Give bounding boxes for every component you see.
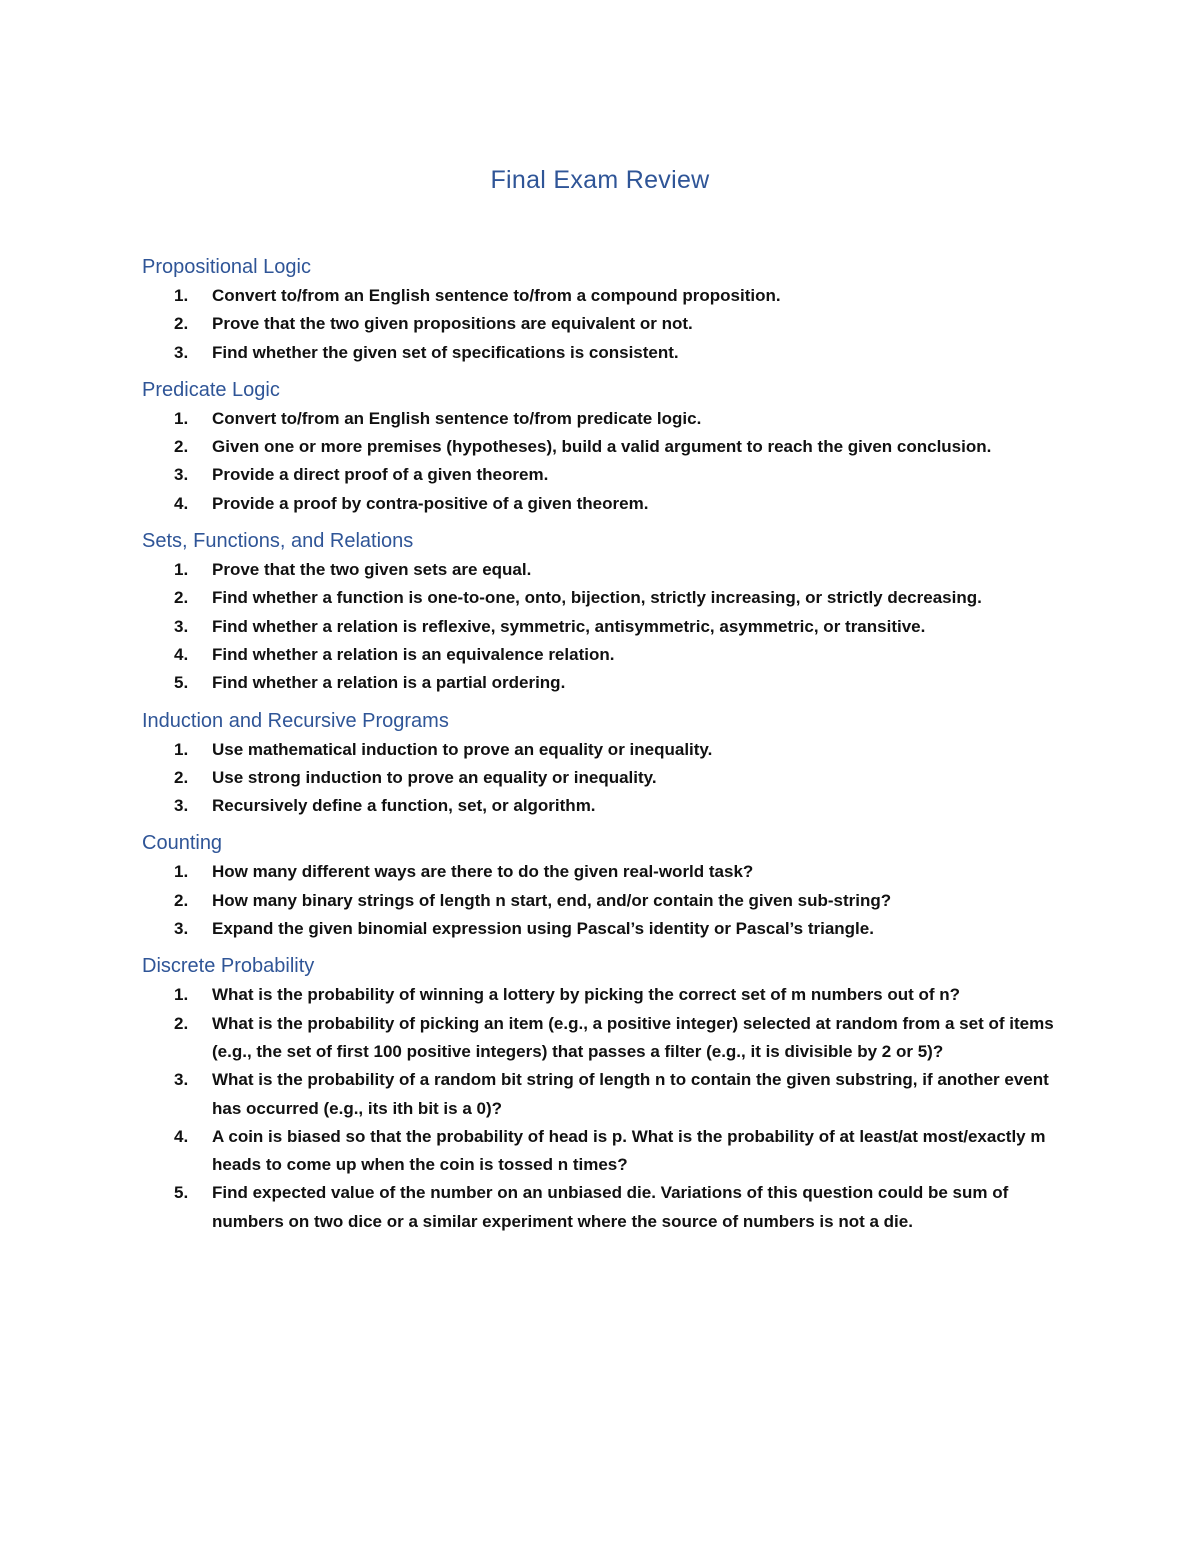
list-item [142, 461, 1062, 489]
list-item-number: 3. [174, 342, 189, 362]
list-item-text: What is the probability of a random bit string of length n to contain the given substring, if another event has occurred (e.g., its ith bit is a 0)? [212, 1070, 1049, 1118]
list-item-number: 5. [174, 673, 189, 693]
list-item [142, 981, 1062, 1009]
document-body [142, 252, 1062, 1236]
list-item-number: 4. [174, 644, 189, 664]
list-item-number: 1. [174, 862, 189, 882]
list-item-text: Find whether a relation is a partial ordering. [212, 673, 566, 693]
list-item-number: 2. [174, 767, 189, 787]
list-item-text: Find whether a function is one-to-one, onto, bijection, strictly increasing, or strictly decreasing. [212, 588, 982, 608]
section-heading: Discrete Probability [142, 955, 315, 978]
list-item-number: 3. [174, 1070, 189, 1090]
list-item [142, 858, 1062, 886]
list-item [142, 764, 1062, 792]
list-item [142, 405, 1062, 433]
section-heading: Sets, Functions, and Relations [142, 530, 414, 553]
list-item-number: 1. [174, 286, 189, 305]
section-sets-functions-relations [142, 526, 1062, 697]
list-item [142, 792, 1062, 820]
list-item-text: Given one or more premises (hypotheses), build a valid argument to reach the given conclusion. [212, 437, 992, 457]
section-propositional-logic [142, 252, 1062, 367]
list-item-text: Prove that the two given sets are equal. [212, 560, 532, 580]
list-item-number: 3. [174, 465, 189, 485]
list-item-number: 2. [174, 1013, 189, 1033]
list-item-text: Provide a proof by contra-positive of a given theorem. [212, 493, 649, 513]
section-heading: Propositional Logic [142, 256, 311, 278]
list-item-number: 3. [174, 796, 189, 816]
list-item [142, 1066, 1062, 1123]
numbered-list [142, 556, 1062, 697]
list-item-text: What is the probability of picking an item (e.g., a positive integer) selected at random from a set of items (e.g., the set of first 100 positive integers) that passes a filter (e.g., it is divisible by 2 or 5)? [212, 1013, 1054, 1061]
list-item-text: How many binary strings of length n start, end, and/or contain the given sub-string? [212, 890, 892, 910]
list-item-number: 4. [174, 1126, 189, 1146]
numbered-list [142, 981, 1062, 1236]
list-item-text: Recursively define a function, set, or algorithm. [212, 796, 596, 816]
list-item-text: Use strong induction to prove an equality or inequality. [212, 767, 657, 787]
list-item-number: 3. [174, 616, 189, 636]
list-item-number: 1. [174, 985, 189, 1005]
page-title: Final Exam Review [490, 166, 710, 194]
list-item-text: How many different ways are there to do the given real-world task? [212, 862, 754, 882]
list-item-number: 1. [174, 408, 189, 428]
list-item-text: Use mathematical induction to prove an equality or inequality. [212, 739, 713, 759]
list-item-number: 5. [174, 1183, 189, 1203]
list-item [142, 584, 1062, 612]
list-item-number: 2. [174, 437, 189, 457]
list-item-text: Find whether a relation is reflexive, symmetric, antisymmetric, asymmetric, or transitive. [212, 616, 926, 636]
list-item [142, 1123, 1062, 1180]
numbered-list [142, 282, 1062, 367]
list-item [142, 490, 1062, 518]
list-item-text: Convert to/from an English sentence to/from predicate logic. [212, 408, 702, 428]
list-item-number: 1. [174, 739, 189, 759]
section-induction-recursive-programs [142, 706, 1062, 821]
list-item-number: 3. [174, 919, 189, 939]
list-item-text: Find whether the given set of specifications is consistent. [212, 342, 679, 362]
list-item [142, 1179, 1062, 1236]
list-item-text: What is the probability of winning a lottery by picking the correct set of m numbers out of n? [212, 985, 961, 1005]
list-item [142, 1010, 1062, 1067]
list-item-number: 2. [174, 314, 189, 334]
list-item-text: Convert to/from an English sentence to/from a compound proposition. [212, 286, 781, 305]
list-item [142, 736, 1062, 764]
list-item-text: Find expected value of the number on an unbiased die. Variations of this question could be sum of numbers on two dice or a similar experiment where the source of numbers is not a die. [212, 1183, 1009, 1231]
list-item-text: Expand the given binomial expression using Pascal’s identity or Pascal’s triangle. [212, 919, 874, 939]
list-item [142, 339, 1062, 367]
list-item [142, 613, 1062, 641]
list-item-text: Prove that the two given propositions are equivalent or not. [212, 314, 693, 334]
list-item [142, 641, 1062, 669]
list-item [142, 669, 1062, 697]
list-item-text: A coin is biased so that the probability of head is p. What is the probability of at least/at most/exactly m heads to come up when the coin is tossed n times? [212, 1126, 1046, 1175]
list-item-number: 1. [174, 560, 189, 580]
list-item [142, 282, 1062, 310]
list-item-number: 2. [174, 890, 189, 910]
list-item-number: 4. [174, 493, 189, 513]
section-heading: Counting [142, 832, 223, 855]
numbered-list [142, 736, 1062, 821]
list-item [142, 433, 1062, 461]
list-item-text: Find whether a relation is an equivalence relation. [212, 644, 615, 664]
numbered-list [142, 405, 1062, 518]
list-item-text: Provide a direct proof of a given theorem. [212, 465, 549, 485]
list-item [142, 556, 1062, 584]
list-item-number: 2. [174, 588, 189, 608]
list-item [142, 887, 1062, 915]
section-discrete-probability [142, 951, 1062, 1236]
section-predicate-logic [142, 375, 1062, 518]
list-item [142, 310, 1062, 338]
numbered-list [142, 858, 1062, 943]
section-heading: Predicate Logic [142, 378, 280, 401]
section-counting [142, 828, 1062, 943]
section-heading: Induction and Recursive Programs [142, 709, 449, 732]
list-item [142, 915, 1062, 943]
